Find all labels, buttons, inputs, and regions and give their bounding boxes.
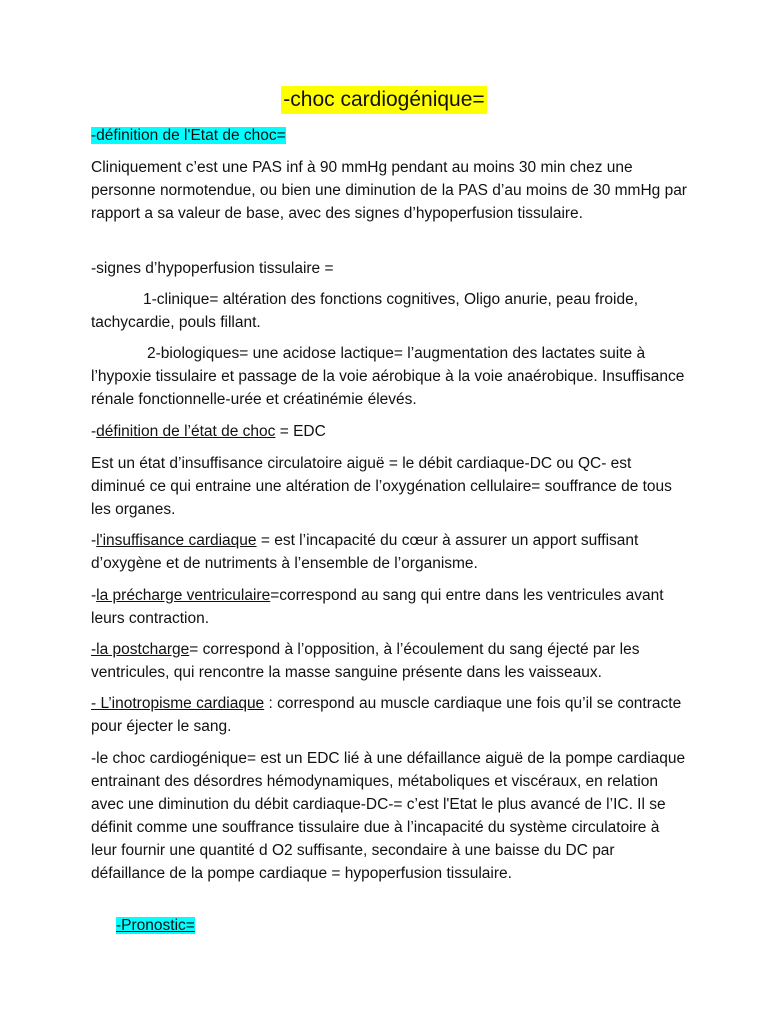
definition-inotropisme (91, 692, 687, 738)
definition-edc-rest: = EDC (275, 423, 326, 440)
definition-ic-term: l'insuffisance cardiaque (96, 532, 257, 549)
paragraph-cliniquement: Cliniquement c’est une PAS inf à 90 mmHg pendant au moins 30 min chez une personne normotendue, ou bien une diminution de la PAS d’au moins de 30 mmHg par rapport a sa valeur de base, avec des signes d’hypoperfusion tissulaire. (91, 159, 687, 222)
paragraph-choc-cardiogenique: -le choc cardiogénique= est un EDC lié à une défaillance aiguë de la pompe cardiaque entrainant des désordres hémodynamiques, métaboliques et viscéraux, en relation avec une diminution du débit cardiaque-DC-= c’est l'Etat le plus avancé de l’IC. Il se définit comme une souffrance tissulaire due à l’incapacité du système circulatoire à leur fournir une quantité d O2 suffisante, secondaire à une baisse du DC par défaillance de la pompe cardiaque = hypoperfusion tissulaire. (91, 750, 686, 882)
paragraph-edc-body: Est un état d’insuffisance circulatoire aiguë = le débit cardiaque-DC ou QC- est diminué ce qui entraine une altération de l’oxygénation cellulaire= souffrance de tous les organes. (91, 455, 672, 518)
definition-postcharge-term: -la postcharge (91, 641, 190, 658)
definition-postcharge (91, 638, 687, 684)
definition-edc-prefix: - (91, 423, 97, 440)
definition-precharge-prefix: - (91, 587, 97, 604)
heading-definition-edc (91, 420, 687, 443)
definition-precharge (91, 584, 687, 630)
paragraph-signes-hypoperfusion: -signes d’hypoperfusion tissulaire = (91, 260, 334, 277)
definition-inotropisme-term: - L’inotropisme cardiaque (91, 695, 265, 712)
document-title: -choc cardiogénique= (281, 86, 486, 114)
definition-precharge-term: la précharge ventriculaire (96, 587, 271, 604)
definition-ic-prefix: - (91, 532, 97, 549)
definition-edc-term: définition de l’état de choc (96, 423, 276, 440)
definition-precharge-rest: =correspond au sang qui entre dans les ventricules avant leurs contraction. (91, 587, 664, 627)
definition-inotropisme-rest: : correspond au muscle cardiaque une fois qu’il se contracte pour éjecter le sang. (91, 695, 682, 735)
paragraph-biologiques: 2-biologiques= une acidose lactique= l’augmentation des lactates suite à l’hypoxie tissulaire et passage de la voie aérobique à la voie anaérobique. Insuffisance rénale fonctionnelle-urée et créatinémie élevés. (91, 345, 685, 408)
heading-pronostic (116, 914, 416, 937)
definition-postcharge-rest: = correspond à l’opposition, à l’écoulement du sang éjecté par les ventricules, qui rencontre la masse sanguine présente dans les vaisseaux. (91, 641, 640, 681)
title-container (0, 86, 768, 114)
definition-ic-rest: = est l’incapacité du cœur à assurer un apport suffisant d’oxygène et de nutriments à l’ensemble de l’organisme. (91, 532, 639, 572)
heading-definition-etat-choc (91, 124, 687, 147)
definition-insuffisance-cardiaque (91, 529, 687, 575)
heading-definition-etat-choc-text: -définition de l'Etat de choc= (91, 127, 286, 144)
heading-pronostic-text: -Pronostic= (116, 917, 195, 934)
paragraph-clinique: 1-clinique= altération des fonctions cognitives, Oligo anurie, peau froide, tachycardie, pouls fillant. (91, 291, 639, 331)
